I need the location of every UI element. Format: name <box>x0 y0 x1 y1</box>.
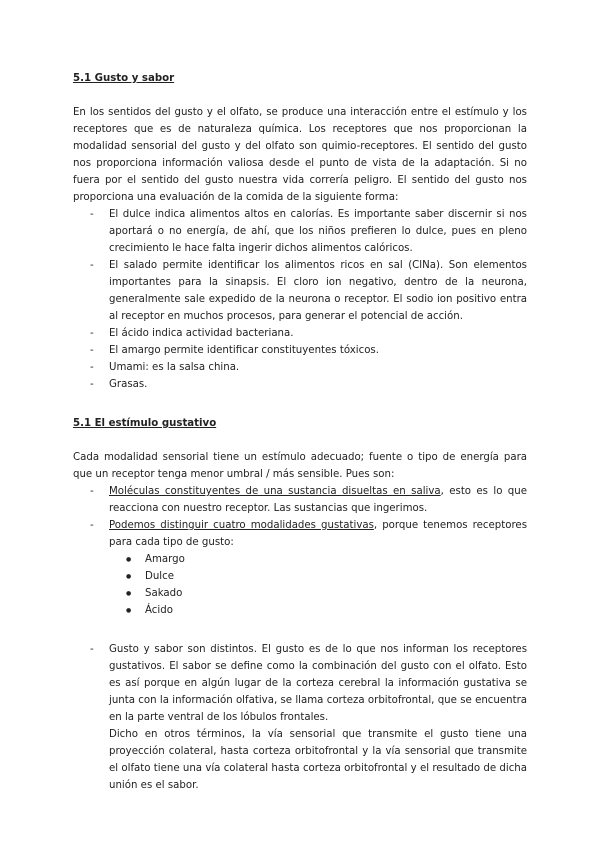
stimulus-list <box>73 483 527 619</box>
underlined-phrase: Podemos distinguir cuatro modalidades gustativas <box>109 520 374 531</box>
list-item-text: , esto es lo que reacciona con nuestro receptor. Las sustancias que ingerimos. <box>109 486 527 514</box>
list-item-text: , porque tenemos receptores para cada tipo de gusto: <box>109 520 527 548</box>
underlined-phrase: Moléculas constituyentes de una sustancia disueltas en saliva <box>109 486 441 497</box>
list-item: - El ácido indica actividad bacteriana. <box>73 325 527 342</box>
taste-evaluation-list <box>73 206 527 393</box>
bullet-item: ● Dulce <box>109 568 527 585</box>
list-item: - Umami: es la salsa china. <box>73 359 527 376</box>
list-item: - El amargo permite identificar constituyentes tóxicos. <box>73 342 527 359</box>
gusto-sabor-list <box>73 641 527 794</box>
bullet-item: ● Ácido <box>109 602 527 619</box>
document-page <box>73 70 527 794</box>
section1-intro: En los sentidos del gusto y el olfato, se produce una interacción entre el estímulo y los receptores que es de naturaleza química. Los receptores que nos proporcionan la modalidad sensorial del gusto y del olfato son quimio-receptores. El sentido del gusto nos proporciona información valiosa desde el punto de vista de la adaptación. Si no fuera por el sentido del gusto nuestra vida correría peligro. El sentido del gusto nos proporciona una evaluación de la comida de la siguiente forma: <box>73 107 527 203</box>
section2-intro: Cada modalidad sensorial tiene un estímulo adecuado; fuente o tipo de energía para que un receptor tenga menor umbral / más sensible. Pues son: <box>73 452 527 480</box>
bullet-item: ● Sakado <box>109 585 527 602</box>
taste-types-list <box>109 551 527 619</box>
list-item <box>73 641 527 794</box>
paragraph: - Gusto y sabor son distintos. El gusto es de lo que nos informan los receptores gustativos. El sabor se define como la combinación del gusto con el olfato. Esto es así porque en algún lugar de la corteza cerebral la información gustativa se junta con la información olfativa, se llama corteza orbitofrontal, que se encuentra en la parte ventral de los lóbulos frontales. <box>109 644 527 723</box>
paragraph: Dicho en otros términos, la vía sensorial que transmite el gusto tiene una proyección colateral, hasta corteza orbitofrontal y la vía sensorial que transmite el olfato tiene una vía colateral hasta corteza orbitofrontal y el resultado de dicha unión es el sabor. <box>109 729 527 791</box>
list-item: - El salado permite identificar los alimentos ricos en sal (ClNa). Son elementos importantes para la sinapsis. El cloro ion negativo, dentro de la neurona, generalmente sale expedido de la neurona o receptor. El sodio ion positivo entra al receptor en muchos procesos, para generar el potencial de acción. <box>73 257 527 325</box>
section-title-estimulo-gustativo: 5.1 El estímulo gustativo <box>73 418 217 429</box>
list-item <box>73 483 527 517</box>
list-item <box>73 517 527 619</box>
list-item: - El dulce indica alimentos altos en calorías. Es importante saber discernir si nos aportará o no energía, de ahí, que los niños prefieren lo dulce, pues en pleno crecimiento le hace falta ingerir dichos alimentos calóricos. <box>73 206 527 257</box>
bullet-item: ● Amargo <box>109 551 527 568</box>
section-title-gusto-sabor: 5.1 Gusto y sabor <box>73 73 175 84</box>
list-item: - Grasas. <box>73 376 527 393</box>
